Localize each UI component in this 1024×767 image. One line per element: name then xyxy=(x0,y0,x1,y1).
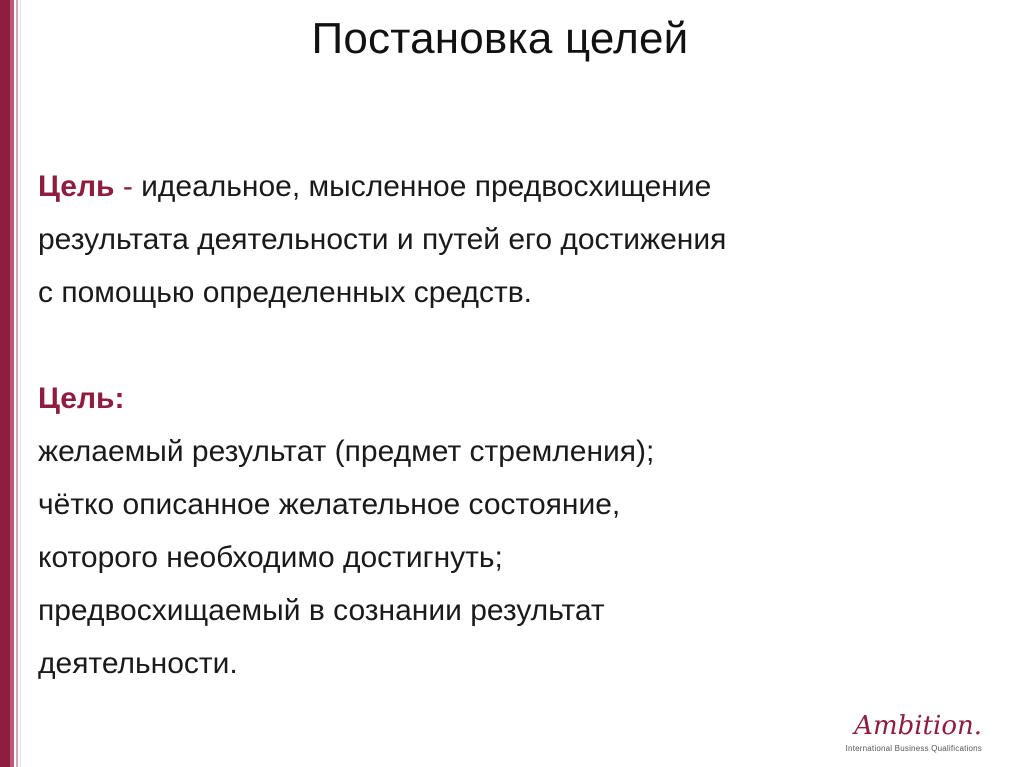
slide-title: Постановка целей xyxy=(311,14,689,63)
logo-name: Ambition. xyxy=(854,711,982,741)
spacer xyxy=(38,319,978,372)
list-heading: Цель: xyxy=(38,382,125,415)
definition-term: Цель xyxy=(38,170,115,203)
list-item: деятельности. xyxy=(38,647,238,680)
definition-dash: - xyxy=(122,170,133,203)
slide-body xyxy=(38,160,978,690)
company-logo xyxy=(846,712,982,753)
definition-text: идеальное, мысленное предвосхищение xyxy=(132,170,712,203)
list-item: которого необходимо достигнуть; xyxy=(38,541,503,574)
definition-line-1 xyxy=(38,160,978,213)
left-accent-stripe xyxy=(10,0,14,767)
definition-line-2: результата деятельности и путей его достижения xyxy=(38,223,727,256)
left-accent-bar xyxy=(0,0,10,767)
list-item: предвосхищаемый в сознании результат xyxy=(38,594,605,627)
list-item: чётко описанное желательное состояние, xyxy=(38,488,621,521)
definition-line-3: с помощью определенных средств. xyxy=(38,276,533,309)
left-accent-edge xyxy=(20,0,21,767)
left-accent-line xyxy=(16,0,18,767)
logo-tagline: International Business Qualifications xyxy=(845,744,982,753)
list-item: желаемый результат (предмет стремления); xyxy=(38,435,655,468)
